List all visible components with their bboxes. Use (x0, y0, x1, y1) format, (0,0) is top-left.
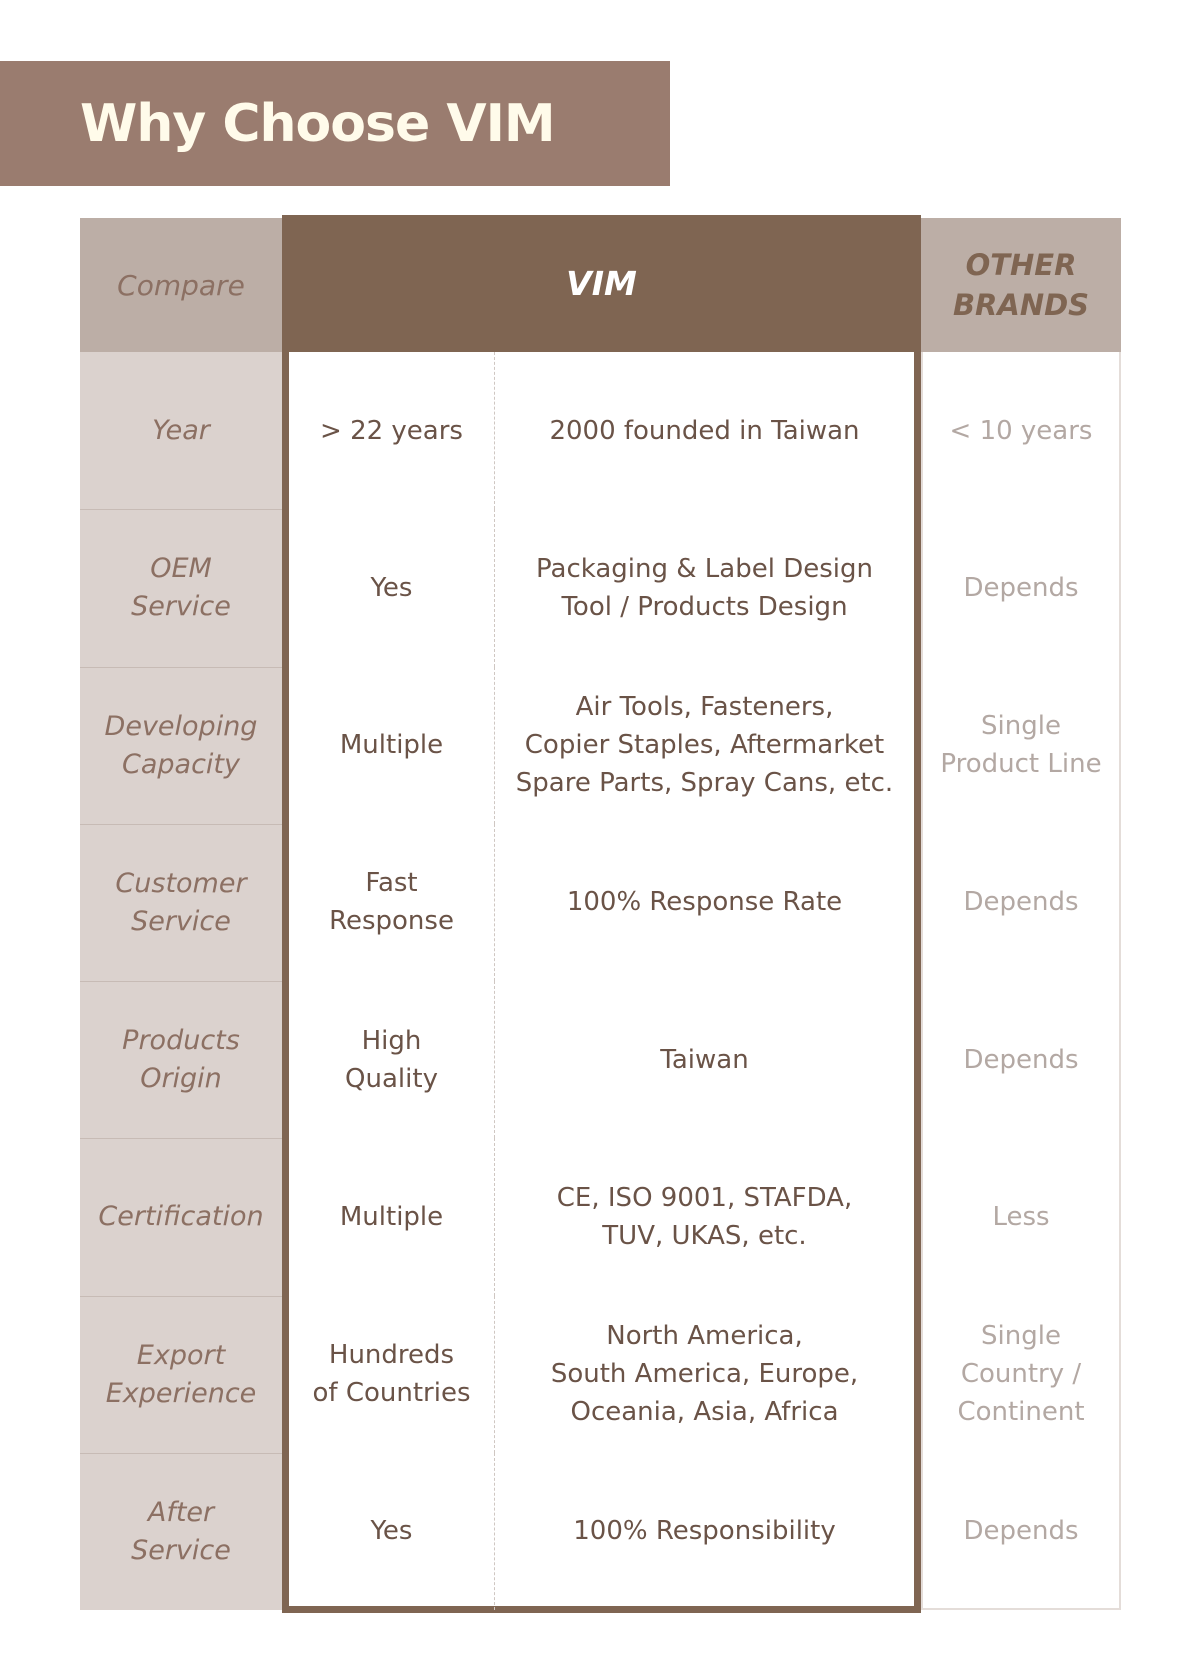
vim-body (289, 352, 914, 1610)
table-row (289, 824, 914, 981)
other-brands-value: Depends (963, 1044, 1079, 1075)
vim-short-value: High Quality (289, 981, 495, 1138)
other-brands-value: Less (992, 1201, 1050, 1232)
compare-cell-developing-capacity: Developing Capacity (80, 667, 282, 824)
table-row (289, 667, 914, 824)
compare-header (80, 218, 282, 352)
vim-detail-value: 100% Responsibility (573, 1516, 836, 1547)
vim-short-value: > 22 years (289, 352, 495, 509)
vim-column (282, 215, 921, 1613)
other-brands-body (923, 352, 1119, 1610)
other-brands-value: Depends (963, 1516, 1079, 1547)
compare-cell-products-origin: Products Origin (80, 981, 282, 1138)
compare-cell-oem-service: OEM Service (80, 509, 282, 666)
vim-short-value: Yes (289, 509, 495, 666)
other-brands-value: < 10 years (949, 415, 1093, 446)
vim-detail-value: CE, ISO 9001, STAFDA, TUV, UKAS, etc. (556, 1182, 853, 1251)
other-brands-value: Single Product Line (940, 711, 1102, 780)
vim-detail-value: Taiwan (660, 1044, 749, 1075)
title-banner (0, 61, 670, 186)
other-brands-header-label: OTHER BRANDS (952, 248, 1090, 322)
vim-short-value: Hundreds of Countries (289, 1296, 495, 1453)
page-title: Why Choose VIM (80, 93, 555, 154)
compare-cell-certification: Certification (80, 1138, 282, 1295)
table-row (289, 1296, 914, 1453)
vim-short-value: Multiple (289, 667, 495, 824)
compare-cell-export-experience: Export Experience (80, 1296, 282, 1453)
vim-short-value: Yes (289, 1453, 495, 1610)
compare-header-label: Compare (117, 268, 245, 302)
vim-short-value: Fast Response (289, 824, 495, 981)
other-brands-header (921, 218, 1121, 352)
vim-detail-value: Packaging & Label Design Tool / Products Design (536, 553, 873, 622)
compare-column (80, 218, 282, 1610)
table-row (289, 1453, 914, 1610)
vim-detail-value: 100% Response Rate (566, 887, 843, 918)
vim-detail-value: Air Tools, Fasteners, Copier Staples, Aftermarket Spare Parts, Spray Cans, etc. (515, 692, 894, 799)
other-brands-value: Depends (963, 572, 1079, 603)
other-brands-value: Depends (963, 887, 1079, 918)
table-row (289, 509, 914, 666)
compare-cell-customer-service: Customer Service (80, 824, 282, 981)
table-row (289, 1138, 914, 1295)
compare-cell-after-service: After Service (80, 1453, 282, 1610)
vim-header (282, 215, 921, 352)
vim-detail-value: North America, South America, Europe, Oceania, Asia, Africa (550, 1321, 859, 1428)
vim-header-label: VIM (566, 264, 637, 303)
table-row (289, 352, 914, 509)
other-brands-column (921, 218, 1121, 1610)
table-row (289, 981, 914, 1138)
vim-short-value: Multiple (289, 1138, 495, 1295)
other-brands-value: Single Country / Continent (957, 1321, 1085, 1428)
compare-cell-year: Year (152, 414, 210, 446)
vim-detail-value: 2000 founded in Taiwan (549, 415, 860, 446)
